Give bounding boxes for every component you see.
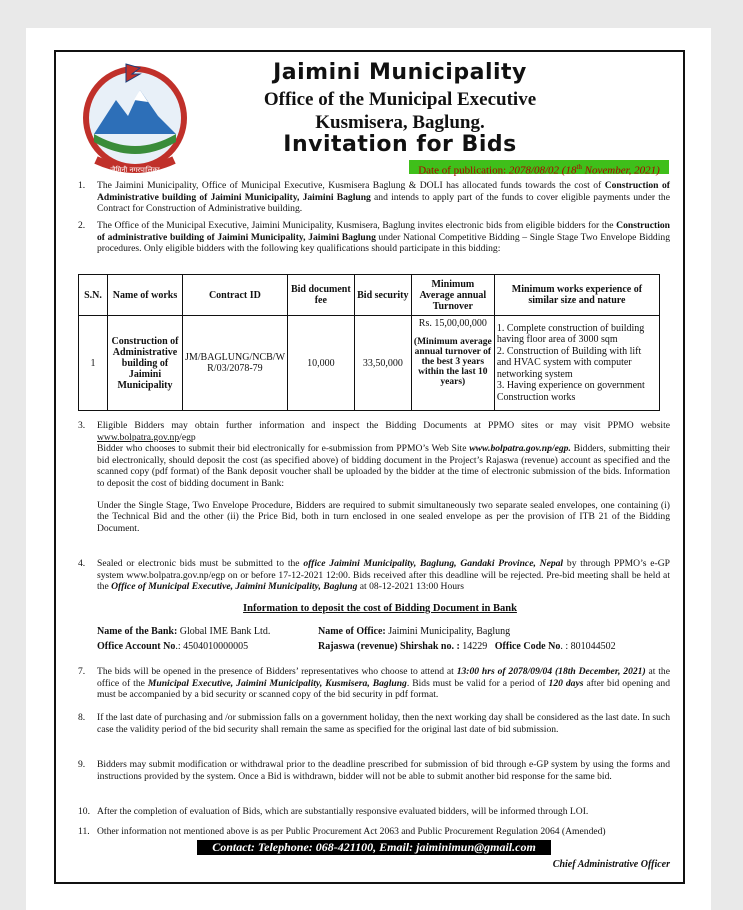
- turnover-amount: Rs. 15,00,00,000: [418, 318, 487, 329]
- office-name-bank: Name of Office: Jaimini Municipality, Baglung: [318, 626, 511, 637]
- bid-qualification-table: [78, 274, 660, 411]
- signatory-title: Chief Administrative Officer: [552, 859, 670, 870]
- clause-7: 7. The bids will be opened in the presence of Bidders’ representatives who choose to attend at 13:00 hrs of 2078/09/04 (18th December, 2021) at the office of the Municipal Executive, Jaimini Municipality, Kusmisera, Baglung. Bids must be valid for a period of 120 days after bid opening and must be accompanied by a bid security or scanned copy of the bid security in pdf format.: [78, 666, 671, 701]
- notice-title: Invitation for Bids: [283, 132, 517, 157]
- cell-bid-security: 33,50,000: [354, 316, 411, 411]
- publication-date: Date of publication: 2078/08/02 (18th November, 2021): [409, 160, 669, 174]
- egp-site-link[interactable]: www.bolpatra.gov.np/egp.: [469, 443, 571, 455]
- turnover-note: (Minimum average annual turnover of the best 3 years within the last 10 years): [413, 337, 492, 387]
- bank-name: Name of the Bank: Global IME Bank Ltd.: [97, 626, 271, 637]
- clause-3: 3. Eligible Bidders may obtain further information and inspect the Bidding Documents at PPMO sites or may visit PPMO website www.bolpatra.gov.np/egp Bidder who chooses to submit their bid electronically for e-submission from PPMO’s Web Site www.bolpatra.gov.np/egp. Bidders, submitting their bid electronically, should deposit the cost (as specified above) of bidding document in the Project’s Rajaswa (revenue) account as specified and the scanned copy (pdf format) of the Bank deposit voucher shall be uploaded by the bidder at the time of electronic submission of the bids. Information to deposit the cost of bidding document in Bank: Under the Single Stage, Two Envelope Procedure, Bidders are required to submit simultaneously two separate sealed envelopes, one containing (i) the Technical Bid and the other (ii) the Price Bid, both in turn enclosed in one sealed envelope as per the provision of ITB 21 of the Bidding Document.: [78, 420, 670, 534]
- clause-1: 1. The Jaimini Municipality, Office of Municipal Executive, Kusmisera Baglung & DOLI has allocated funds towards the cost of Construction of Administrative building of Jaimini Municipality, Jaimini Baglung and intends to apply part of the funds to cover eligible payments under the Contract for Construction of Administrative building.: [78, 180, 670, 215]
- municipality-emblem-logo: [76, 60, 194, 180]
- cell-name-of-works: Construction of Administrative building of Jaimini Municipality: [108, 316, 183, 411]
- cell-sn: 1: [79, 316, 108, 411]
- clause-8: 8. If the last date of purchasing and /or submission falls on a government holiday, then the next working day shall be considered as the last date. In such case the validity period of the bid security shall remain the same as specified for the original last date of bid submission.: [78, 712, 670, 735]
- rajaswa-shirshak: Rajaswa (revenue) Shirshak no. : 14229 Office Code No. : 801044502: [318, 641, 616, 652]
- col-bid-doc-fee: Bid document fee: [287, 275, 354, 316]
- office-location: Kusmisera, Baglung.: [315, 112, 485, 133]
- cell-min-experience: [494, 316, 659, 411]
- experience-item: 3. Having experience on government Construction works: [496, 380, 645, 403]
- table-header-row: [79, 275, 660, 316]
- clause-10: 10. After the completion of evaluation of Bids, which are substantially responsive evaluated bidders, will be informed through LOI.: [78, 806, 589, 817]
- cell-contract-id: JM/BAGLUNG/NCB/W R/03/2078-79: [183, 316, 288, 411]
- emblem-caption: जैमिनी नगरपालिका: [110, 166, 160, 174]
- experience-item: 2. Construction of Building with lift and HVAC system with computer networking system: [496, 345, 642, 380]
- office-account-no: Office Account No.: 4504010000005: [97, 641, 249, 652]
- office-name: Office of the Municipal Executive: [263, 89, 537, 110]
- clause-2: 2. The Office of the Municipal Executive, Jaimini Municipality, Kusmisera, Baglung invites electronic bids from eligible bidders for the Construction of administrative building of Jaimini Municipality, Jaimini Baglung under National Competitive Bidding – Single Stage Two Envelope Bidding procedures. Only eligible bidders with the following key qualifications should participate in this bidding:: [78, 220, 670, 255]
- bank-info-title: Information to deposit the cost of Bidding Document in Bank: [243, 603, 517, 614]
- clause-9: 9. Bidders may submit modification or withdrawal prior to the deadline prescribed for submission of bid through e-GP system by using the forms and instructions provided by the system. Once a Bid is withdrawn, bidder will not be able to submit another bid response for the same bid.: [78, 759, 670, 782]
- col-min-experience: Minimum works experience of similar size and nature: [494, 275, 659, 316]
- cell-bid-doc-fee: 10,000: [287, 316, 354, 411]
- col-bid-security: Bid security: [354, 275, 411, 316]
- two-envelope-procedure-text: Under the Single Stage, Two Envelope Procedure, Bidders are required to submit simultaneously two separate sealed envelopes, one containing (i) the Technical Bid and the other (ii) the Price Bid, both in turn enclosed in one sealed envelope as per the provision of ITB 21 of the Bidding Document.: [97, 499, 670, 534]
- table-row: [79, 316, 660, 411]
- col-contract-id: Contract ID: [183, 275, 288, 316]
- municipality-name: Jaimini Municipality: [273, 60, 527, 85]
- experience-item: 1. Complete construction of building having floor area of 3000 sqm: [496, 322, 645, 346]
- col-sn: S.N.: [79, 275, 108, 316]
- col-min-turnover: Minimum Average annual Turnover: [411, 275, 494, 316]
- cell-min-turnover: [411, 316, 494, 411]
- ppmo-website-link[interactable]: www.bolpatra.gov.np: [97, 431, 180, 443]
- clause-4: 4. Sealed or electronic bids must be submitted to the office Jaimini Municipality, Baglung, Gandaki Province, Nepal by through PPMO’s e-GP system www.bolpatra.gov.np/egp on or before 17-12-2021 12:00. Bids received after this deadline will be rejected. Pre-bid meeting shall be held at the Office of Municipal Executive, Jaimini Municipality, Baglung at 08-12-2021 13:00 Hours: [78, 558, 671, 593]
- clause-11: 11. Other information not mentioned above is as per Public Procurement Act 2063 and Public Procurement Regulation 2064 (Amended): [78, 826, 606, 837]
- col-name-of-works: Name of works: [108, 275, 183, 316]
- contact-banner: Contact: Telephone: 068-421100, Email: jaiminimun@gmail.com: [197, 840, 551, 855]
